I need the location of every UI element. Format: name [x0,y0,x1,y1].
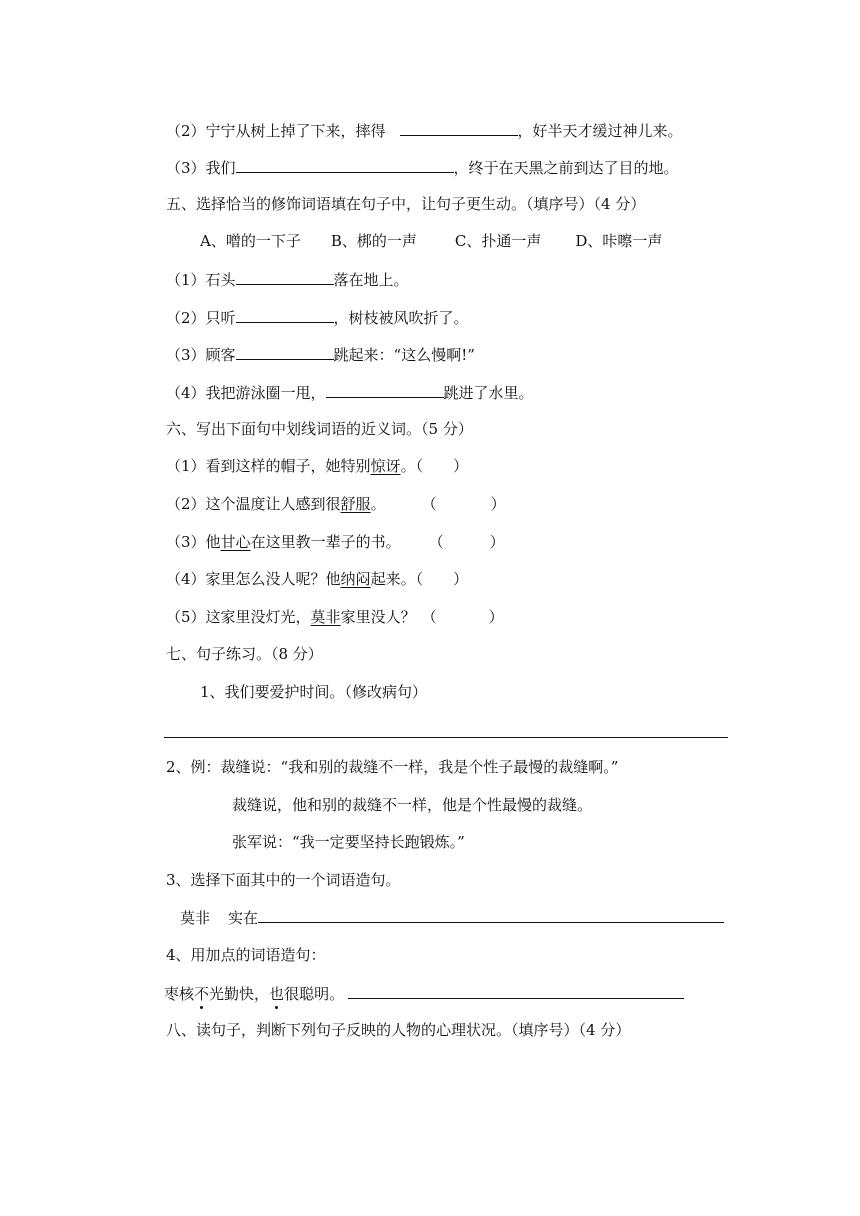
underlined-word: 莫非 [310,608,341,626]
q5-item-1-prefix: （1）石头 [166,271,236,289]
q6-item-3 [166,532,505,552]
underlined-word: 惊讶 [370,457,401,475]
close-paren: ） [453,457,469,475]
q6-item-5-suffix: 家里没人？ [340,608,416,626]
option-c: C、扑通一声 [454,232,542,250]
sentence-part: 光勤快， [209,985,270,1003]
q7-sentence-4-example [164,983,684,1004]
q6-item-1-prefix: （1）看到这样的帽子，她特别 [166,457,371,475]
answer-blank[interactable] [236,157,454,173]
q6-item-4-prefix: （4）家里怎么没人呢？他 [166,570,341,588]
q6-item-3-suffix: 在这里教一辈子的书。 [250,533,401,551]
q7-sentence-2: 2、例：裁缝说：“我和别的裁缝不一样，我是个性子最慢的裁缝啊。” [166,758,619,776]
q6-item-2-prefix: （2）这个温度让人感到很 [166,495,341,513]
q6-item-5 [166,607,504,627]
q7-sentence-3-words [180,907,724,928]
q5-title: 五、选择恰当的修饰词语填在句子中，让句子更生动。（填序号）（4 分） [166,195,646,213]
q5-item-3 [166,344,475,365]
q7-sentence-4: 4、用加点的词语造句： [166,946,326,964]
q6-item-3-prefix: （3）他 [166,533,221,551]
q5-item-3-prefix: （3）顾客 [166,346,236,364]
q6-item-1 [166,456,468,476]
option-b: B、梆的一声 [330,232,417,250]
word-option-mofei: 莫非 [180,909,211,927]
answer-blank[interactable] [236,344,334,360]
q7-title: 七、句子练习。（8 分） [166,645,323,663]
answer-blank[interactable] [400,120,518,136]
q4-item-3-suffix: ，终于在天黑之前到达了目的地。 [453,159,679,177]
option-a: A、噌的一下子 [200,232,301,250]
q6-item-1-suffix: 。（ [400,457,424,475]
q4-item-3 [166,157,679,178]
sentence-part: 枣核 [164,985,195,1003]
q5-item-2-prefix: （2）只听 [166,309,236,327]
q6-title: 六、写出下面句中划线词语的近义词。（5 分） [166,420,473,438]
close-paren: ） [490,495,506,513]
q4-item-3-prefix: （3）我们 [166,159,236,177]
option-d: D、咔嚓一声 [575,232,663,250]
q5-item-2 [166,307,469,328]
q7-sentence-1: 1、我们要爱护时间。（修改病句） [200,683,428,701]
q5-item-4-prefix: （4）我把游泳圈一甩， [166,384,326,402]
dotted-char: 不 [194,985,210,1003]
q4-item-2-prefix: （2）宁宁从树上掉了下来，摔得 [166,122,386,140]
sentence-part: 很聪明。 [284,985,345,1003]
q6-item-2-suffix: 。 [370,495,386,513]
q8-title: 八、读句子，判断下列句子反映的人物的心理状况。（填序号）（4 分） [166,1021,631,1039]
q6-item-2 [166,494,506,514]
underlined-word: 纳闷 [340,570,371,588]
q6-item-4 [166,569,468,589]
open-paren: （ [421,495,437,513]
open-paren: （ [421,608,437,626]
answer-blank[interactable] [348,983,684,999]
q5-item-3-suffix: 跳起来：“这么慢啊!” [333,346,475,364]
q5-options [200,231,662,251]
answer-blank[interactable] [326,382,444,398]
q5-item-4 [166,382,534,403]
q5-item-1-suffix: 落在地上。 [333,271,409,289]
q6-item-5-prefix: （5）这家里没灯光， [166,608,311,626]
dotted-char: 也 [269,985,285,1003]
close-paren: ） [488,608,504,626]
q7-sentence-2-task: 张军说：“我一定要坚持长跑锻炼。” [232,833,465,851]
q7-sentence-2-example: 裁缝说，他和别的裁缝不一样，他是个性最慢的裁缝。 [232,796,593,814]
underlined-word: 舒服 [340,495,371,513]
q5-item-4-suffix: 跳进了水里。 [443,384,534,402]
answer-blank[interactable] [236,269,334,285]
answer-blank[interactable] [258,907,724,923]
q6-item-4-suffix: 起来。（ [370,570,424,588]
word-option-shizai: 实在 [228,909,259,927]
close-paren: ） [453,570,469,588]
q5-item-2-suffix: ，树枝被风吹折了。 [333,309,469,327]
answer-line[interactable] [164,737,728,738]
q4-item-2-suffix: ，好半天才缓过神儿来。 [517,122,683,140]
q5-item-1 [166,269,409,290]
close-paren: ） [489,533,505,551]
underlined-word: 甘心 [220,533,251,551]
q4-item-2 [166,120,683,141]
answer-blank[interactable] [236,307,334,323]
q7-sentence-3: 3、选择下面其中的一个词语造句。 [166,871,401,889]
open-paren: （ [428,533,444,551]
